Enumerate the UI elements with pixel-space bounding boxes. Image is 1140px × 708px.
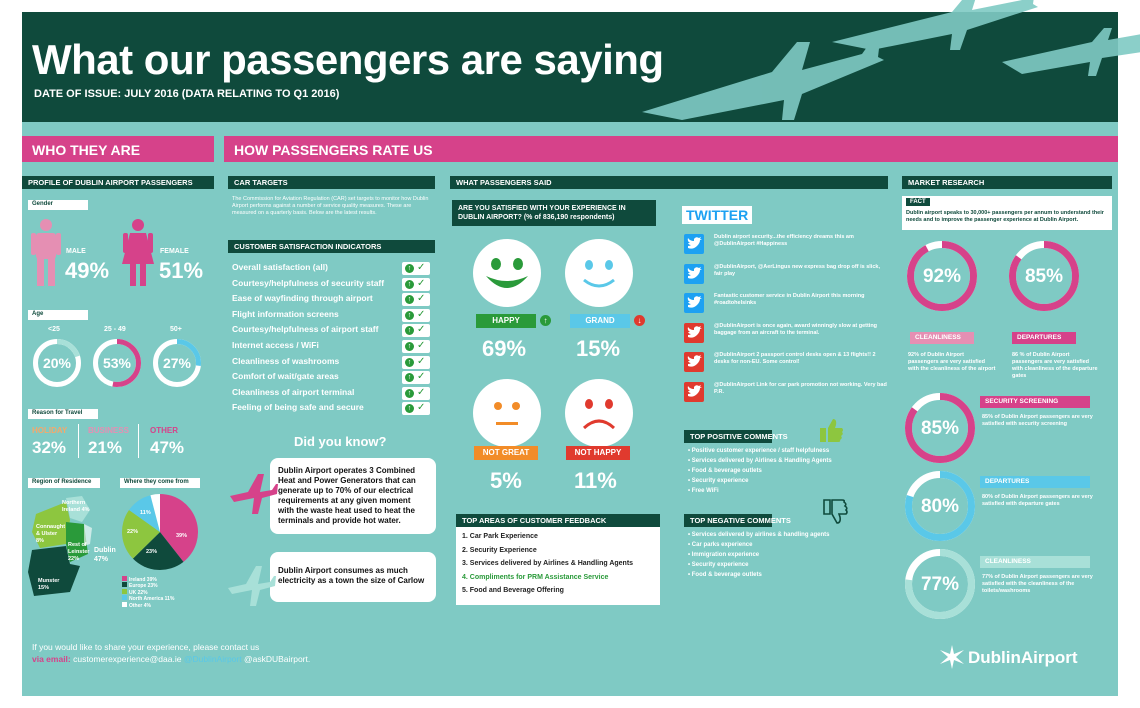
indicator-row: Flight information screens [232, 308, 339, 319]
section-how-passengers-rate-us: HOW PASSENGERS RATE US [224, 136, 1118, 162]
arrow-up-icon: ↑ [405, 295, 414, 304]
fact-panel [902, 196, 1112, 230]
target-met-icon [402, 309, 430, 322]
legend-swatch [122, 595, 127, 600]
departures-text: 86 % of Dublin Airport passengers are very satisfied with cleanliness of the departure gates [1012, 352, 1098, 379]
feedback-item: 5. Food and Beverage Offering [462, 587, 564, 594]
reason-business-value: 21% [88, 438, 123, 457]
twitter-bird-icon [684, 382, 704, 402]
legend-swatch [122, 602, 127, 607]
fact-text: Dublin airport speaks to 30,000+ passengers per annum to understand their needs and to improve the passenger experience at Dublin Airport. [906, 210, 1104, 223]
target-met-icon [402, 324, 430, 337]
ask-handle-link[interactable]: @askDUBairport. [243, 654, 311, 664]
arrow-up-icon: ↑ [405, 326, 414, 335]
plane-icon [228, 470, 278, 516]
profile-heading: PROFILE OF DUBLIN AIRPORT PASSENGERS [22, 176, 214, 189]
age-value-25-49: 53% [102, 355, 132, 371]
feedback-heading: TOP AREAS OF CUSTOMER FEEDBACK [456, 514, 660, 527]
check-icon: ✓ [417, 293, 426, 305]
indicator-row: Ease of wayfinding through airport [232, 293, 373, 304]
grand-face-icon [564, 238, 634, 308]
arrow-up-icon: ↑ [405, 404, 414, 413]
target-met-icon [402, 262, 430, 275]
dublin-airport-logo: DublinAirport [968, 648, 1078, 667]
section-who-they-are: WHO THEY ARE [22, 136, 214, 162]
check-icon: ✓ [417, 262, 426, 273]
check-icon: ✓ [417, 340, 426, 351]
male-figure-icon [30, 218, 62, 288]
comment-item: • Immigration experience [688, 552, 760, 558]
arrow-up-icon: ↑ [405, 358, 414, 367]
region-rest-of-leinster: Rest of Leinster 22% [68, 542, 90, 562]
target-met-icon [402, 371, 430, 384]
cleanliness-text: 92% of Dublin Airport passengers are very satisfied with the cleanliness of the airport [908, 352, 996, 372]
cleanliness-value: 92% [922, 266, 962, 287]
twitter-bird-icon [684, 352, 704, 372]
region-dublin: Dublin 47% [94, 547, 116, 563]
check-icon: ✓ [417, 277, 426, 289]
pie-slice-label-north-america: 11% [140, 510, 151, 516]
dublin-airport-logo-icon [938, 644, 966, 670]
twitter-bird-icon [684, 293, 704, 313]
age-label-25-49: 25 - 49 [104, 326, 126, 333]
fact-tag: FACT [906, 198, 930, 206]
footer-contact-line: If you would like to share your experience, please contact us [32, 642, 260, 652]
positive-comments-list [688, 448, 888, 508]
target-met-icon [402, 356, 430, 369]
tweet-text: @DublinAirport Link for car park promotion not working. Very bad P.R. [714, 381, 887, 395]
infographic-poster [22, 12, 1118, 696]
washroom-cleanliness-text: 77% of Dublin Airport passengers are very satisfied with the cleanliness of the toilets/washrooms [982, 574, 1093, 594]
twitter-bird-icon [684, 323, 704, 343]
pie-slice-label-ireland: 39% [176, 533, 188, 539]
comment-item: • Security experience [688, 562, 749, 568]
legend-label: UK 22% [129, 589, 148, 596]
comment-item: • Security experience [688, 478, 749, 484]
target-met-icon [402, 340, 430, 353]
cleanliness-tag: CLEANLINESS [910, 332, 974, 344]
twitter-handle-link[interactable]: @DublinAirport [183, 654, 242, 664]
comment-item: • Services delivered by Airlines & Handling Agents [688, 458, 832, 464]
security-screening-text: 85% of Dublin Airport passengers are very satisfied with security screening [982, 414, 1093, 427]
comment-item: • Food & beverage outlets [688, 572, 762, 578]
feedback-item: 4. Compliments for PRM Assistance Service [462, 573, 609, 581]
satisfaction-indicator-list [232, 262, 438, 422]
csi-heading: CUSTOMER SATISFACTION INDICATORS [228, 240, 435, 253]
legend-swatch [122, 576, 127, 581]
comment-item: • Free WiFi [688, 488, 719, 494]
origin-pie-legend [122, 576, 174, 608]
legend-swatch [122, 582, 127, 587]
what-passengers-said-heading: WHAT PASSENGERS SAID [450, 176, 888, 189]
trend-up-icon: ↑ [540, 315, 551, 326]
grand-value: 15% [576, 336, 621, 361]
target-met-icon [402, 278, 430, 291]
happy-value: 69% [482, 336, 527, 361]
plane-silhouettes-decoration [622, 2, 1122, 132]
grand-label: GRAND [570, 314, 630, 328]
security-screening-value: 85% [920, 418, 960, 439]
feedback-item: 3. Services delivered by Airlines & Handling Agents [462, 560, 634, 567]
via-email-label: via email: [32, 654, 71, 664]
departures-gate-value: 85% [1024, 266, 1064, 287]
washroom-cleanliness-value: 77% [920, 574, 960, 595]
feedback-item: 1. Car Park Experience [462, 533, 538, 540]
feedback-list [456, 527, 660, 605]
legend-label: North America 11% [129, 596, 175, 603]
satisfaction-question: ARE YOU SATISFIED WITH YOUR EXPERIENCE IN DUBLIN AIRPORT? (% of 836,190 respondents) [452, 200, 656, 226]
legend-swatch [122, 589, 127, 594]
age-tag: Age [28, 310, 88, 320]
page-title: What our passengers are saying [32, 36, 664, 83]
check-icon: ✓ [417, 308, 426, 320]
age-label-50plus: 50+ [170, 326, 182, 333]
security-screening-tag: SECURITY SCREENING [980, 396, 1090, 408]
fact-bubble-2: Dublin Airport consumes as much electricity as a town the size of Carlow [270, 552, 436, 602]
comment-item: • Positive customer experience / staff helpfulness [688, 448, 830, 454]
fact-bubble-1: Dublin Airport operates 3 Combined Heat and Power Generators that can generate up to 70% of our electrical requirements at any given moment with the waste heat used to heat the terminals and provide hot water. [270, 458, 436, 534]
indicator-row: Courtesy/helpfulness of airport staff [232, 324, 379, 335]
target-met-icon [402, 387, 430, 400]
reason-holiday-label: HOLIDAY [32, 426, 68, 435]
region-connaught-ulster: Connaught & Ulster 8% [36, 524, 66, 544]
not-happy-label: NOT HAPPY [566, 446, 630, 460]
twitter-bird-icon [684, 264, 704, 284]
negative-comments-list [688, 532, 888, 592]
male-value: 49% [65, 258, 110, 283]
male-label: MALE [66, 248, 86, 255]
not-great-face-icon [472, 378, 542, 448]
reason-business-label: BUSINESS [88, 426, 129, 435]
indicator-row: Comfort of wait/gate areas [232, 371, 339, 382]
divider [78, 424, 79, 458]
check-icon: ✓ [417, 324, 426, 336]
contact-email-link[interactable]: customerexperience@daa.ie [73, 654, 182, 664]
target-met-icon [402, 402, 430, 415]
pie-slice-label-uk: 22% [127, 529, 139, 535]
arrow-up-icon: ↑ [405, 311, 414, 320]
tweet-text: @DublinAirport is once again, award winningly slow at getting baggage from an aircraft to the terminal. [714, 322, 878, 336]
age-value-under25: 20% [42, 355, 72, 371]
indicator-row: Courtesy/helpfulness of security staff [232, 277, 385, 288]
travel-tag: Reason for Travel [28, 409, 98, 419]
market-research-heading: MARKET RESEARCH [902, 176, 1112, 189]
check-icon: ✓ [417, 402, 426, 414]
twitter-bird-icon [684, 234, 704, 254]
trend-down-icon: ↓ [634, 315, 645, 326]
indicator-row: Cleanliness of washrooms [232, 355, 340, 366]
departures-value: 80% [920, 496, 960, 517]
pie-legend-item [122, 602, 174, 608]
feedback-item: 2. Security Experience [462, 546, 537, 554]
target-met-icon [402, 293, 430, 306]
female-figure-icon [120, 218, 156, 288]
tweet-text: @DublinAirport 2 passport control desks open & 13 flights!! 2 desks for non-EU. Some control! [714, 352, 876, 365]
check-icon: ✓ [417, 386, 426, 398]
from-tag: Where they come from [120, 478, 200, 488]
arrow-up-icon: ↑ [405, 373, 414, 382]
legend-label: Europe 23% [129, 583, 158, 590]
car-targets-heading: CAR TARGETS [228, 176, 435, 189]
tweet-text: Fantastic customer service in Dublin Airport this morning #roadtohelsinks [714, 293, 865, 306]
female-label: FEMALE [160, 248, 189, 255]
arrow-up-icon: ↑ [405, 389, 414, 398]
header-banner [22, 12, 1118, 122]
residence-tag: Region of Residence [28, 478, 100, 488]
car-targets-text: The Commission for Aviation Regulation (CAR) set targets to monitor how Dublin Airport performs against a number of service quality measures. These are measured on a quarterly basis. Below are the latest results. [232, 196, 429, 216]
issue-date: DATE OF ISSUE: JULY 2016 (DATA RELATING TO Q1 2016) [34, 88, 340, 100]
washroom-cleanliness-tag: CLEANLINESS [980, 556, 1090, 568]
age-value-50plus: 27% [162, 355, 192, 371]
comment-item: • Car parks experience [688, 542, 753, 548]
not-happy-face-icon [564, 378, 634, 448]
comment-item: • Food & beverage outlets [688, 468, 762, 474]
thumbs-up-icon [816, 416, 844, 444]
departures-tag: DEPARTURES [1012, 332, 1076, 344]
arrow-up-icon: ↑ [405, 280, 414, 289]
legend-label: Ireland 39% [129, 577, 157, 583]
happy-label: HAPPY [476, 314, 536, 328]
reason-holiday-value: 32% [32, 438, 67, 457]
arrow-up-icon: ↑ [405, 342, 414, 351]
legend-label: Other 4% [129, 602, 151, 609]
not-happy-value: 11% [574, 468, 617, 493]
indicator-row: Overall satisfaction (all) [232, 262, 328, 272]
indicator-row: Feeling of being safe and secure [232, 402, 364, 413]
reason-other-label: OTHER [150, 426, 178, 435]
age-label-under25: <25 [48, 326, 60, 333]
arrow-up-icon: ↑ [405, 264, 414, 273]
thumbs-down-icon [820, 496, 848, 526]
indicator-row: Cleanliness of airport terminal [232, 386, 355, 397]
happy-face-icon [472, 238, 542, 308]
female-value: 51% [159, 258, 204, 283]
positive-comments-heading: TOP POSITIVE COMMENTS [684, 430, 772, 443]
twitter-heading: TWITTER [682, 206, 752, 224]
pie-slice-label-europe: 23% [146, 549, 158, 555]
did-you-know-heading: Did you know? [294, 434, 387, 449]
negative-comments-heading: TOP NEGATIVE COMMENTS [684, 514, 772, 527]
not-great-value: 5% [490, 468, 522, 493]
departures-screening-tag: DEPARTURES [980, 476, 1090, 488]
region-munster: Munster 15% [38, 578, 60, 591]
reason-other-value: 47% [150, 438, 185, 457]
tweet-text: Dublin airport security...the efficiency dreams this am @DublinAirport #Happiness [714, 234, 854, 247]
check-icon: ✓ [417, 371, 426, 383]
departures-row-text: 80% of Dublin Airport passengers are very satisfied with departure gates [982, 494, 1093, 507]
region-northern-ireland: Northern Ireland 4% [62, 500, 90, 513]
tweet-text: @DublinAirport, @AerLingus new express bag drop off is slick, fair play [714, 263, 880, 277]
check-icon: ✓ [417, 355, 426, 367]
not-great-label: NOT GREAT [474, 446, 538, 460]
divider [138, 424, 139, 458]
comment-item: • Services delivered by airlines & handling agents [688, 532, 830, 538]
gender-tag: Gender [28, 200, 88, 210]
footer-contact-details [32, 654, 310, 664]
indicator-row: Internet access / WiFi [232, 340, 319, 350]
plane-icon [226, 562, 276, 608]
tweet-list [684, 234, 894, 414]
